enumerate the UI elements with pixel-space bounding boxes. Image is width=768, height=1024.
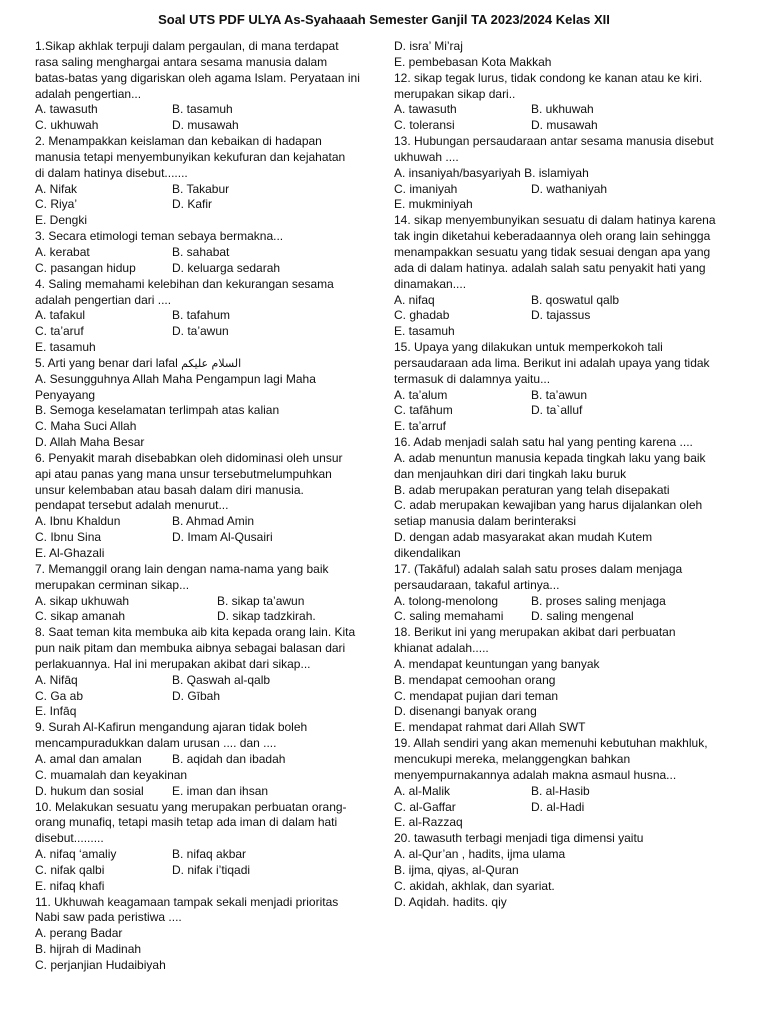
text-line: 11. Ukhuwah keagamaan tampak sekali menjadi prioritas — [35, 894, 339, 909]
option-item: B. tafahum — [172, 308, 231, 323]
option-item: B. Ahmad Amin — [172, 514, 255, 529]
text-line: C. Maha Suci Allah — [35, 419, 137, 434]
text-line: pendapat tersebut adalah menurut... — [35, 498, 229, 513]
text-line: B. hijrah di Madinah — [35, 942, 142, 957]
text-line: E. mendapat rahmat dari Allah SWT — [394, 720, 586, 735]
document-title: Soal UTS PDF ULYA As-Syahaaah Semester Ganjil TA 2023/2024 Kelas XII — [158, 12, 610, 27]
text-line: E. mukminiyah — [394, 197, 473, 212]
option-row — [394, 800, 740, 816]
text-line: A. insaniyah/basyariyah B. islamiyah — [394, 165, 589, 180]
text-line: mencukupi mereka, melanggengkan bahkan — [394, 751, 631, 766]
text-line: 9. Surah Al-Kafirun mengandung ajaran tidak boleh — [35, 720, 308, 735]
option-item: C. saling memahami — [394, 609, 504, 624]
option-row — [394, 784, 740, 800]
option-item: B. Takabur — [172, 181, 230, 196]
text-line: orang munafiq, tetapi masih tetap ada iman di dalam hati — [35, 815, 338, 830]
text-line: setiap manusia dalam berinteraksi — [394, 514, 577, 529]
text-line: pun naik pitam dan membuka aibnya sebagai balasan dari — [35, 641, 346, 656]
text-line: adalah pengertian... — [35, 86, 142, 101]
option-row — [35, 689, 385, 705]
option-item: C. ta’aruf — [35, 324, 84, 339]
text-line: ukhuwah .... — [394, 149, 459, 164]
arabic-phrase: السلام عليكم — [181, 356, 242, 370]
option-item: B. qoswatul qalb — [531, 292, 620, 307]
option-row — [35, 308, 385, 324]
option-item: D. sikap tadzkirah. — [217, 609, 316, 624]
text-line: 2. Menampakkan keislaman dan kebaikan di hadapan — [35, 134, 322, 149]
text-line — [35, 356, 385, 372]
text-line: unsur kelembaban atau basah dalam diri manusia. — [35, 482, 304, 497]
option-item: A. al-Malik — [394, 783, 451, 798]
text-line: C. akidah, akhlak, dan syariat. — [394, 878, 555, 893]
text-line: persaudaraan, takaful artinya... — [394, 577, 560, 592]
text-line: 17. (Takāful) adalah salah satu proses dalam menjaga — [394, 561, 683, 576]
option-row — [35, 197, 385, 213]
text-line: merupakan sikap dari.. — [394, 86, 516, 101]
option-row — [35, 752, 385, 768]
text-line: A. al-Qur’an , hadits, ijma ulama — [394, 847, 566, 862]
text-line: E. ta’arruf — [394, 419, 447, 434]
option-item: A. tafakul — [35, 308, 86, 323]
text-line: 16. Adab menjadi salah satu hal yang penting karena .... — [394, 435, 693, 450]
option-item: D. ta`alluf — [531, 403, 583, 418]
option-item: D. tajassus — [531, 308, 591, 323]
text-line: dan menjauhkan diri dari tingkah laku buruk — [394, 466, 627, 481]
text-line: C. adab merupakan kewajiban yang harus dijalankan oleh — [394, 498, 703, 513]
option-item: B. sahabat — [172, 244, 230, 259]
text-line: B. mendapat cemoohan orang — [394, 672, 556, 687]
option-item: C. toleransi — [394, 118, 455, 133]
option-item: D. saling mengenal — [531, 609, 634, 624]
option-row — [394, 102, 740, 118]
option-row — [394, 388, 740, 404]
option-item: C. al-Gaffar — [394, 799, 456, 814]
text-line: Penyayang — [35, 387, 96, 402]
option-item: D. keluarga sedarah — [172, 260, 281, 275]
option-item: C. sikap amanah — [35, 609, 126, 624]
text-line: adalah pengertian dari .... — [35, 292, 172, 307]
text-line: A. mendapat keuntungan yang banyak — [394, 656, 600, 671]
text-line: 4. Saling memahami kelebihan dan kekurangan sesama — [35, 276, 334, 291]
text-line: E. tasamuh — [35, 340, 96, 355]
text-line: termasuk di dalamnya yaitu... — [394, 371, 551, 386]
text-line: A. Sesungguhnya Allah Maha Pengampun lagi Maha — [35, 371, 316, 386]
text-line: merupakan cerminan sikap... — [35, 577, 190, 592]
text-line: tak ingin diketahui keberadaannya oleh orang lain sehingga — [394, 229, 711, 244]
text-line: E. al-Razzaq — [394, 815, 463, 830]
option-item: C. ghadab — [394, 308, 450, 323]
option-item: E. iman dan ihsan — [172, 783, 269, 798]
text-line: D. Allah Maha Besar — [35, 435, 145, 450]
text-line: 18. Berikut ini yang merupakan akibat dari perbuatan — [394, 625, 676, 640]
option-row — [394, 182, 740, 198]
text-line: ada di dalam hatinya. adalah salah satu penyakit hati yang — [394, 260, 706, 275]
text-line: 19. Allah sendiri yang akan memenuhi kebutuhan makhluk, — [394, 736, 708, 751]
text-line: api atau panas yang mana unsur tersebutmelumpuhkan — [35, 466, 332, 481]
option-row — [35, 609, 385, 625]
option-row — [35, 847, 385, 863]
text-line: D. disenangi banyak orang — [394, 704, 537, 719]
option-item: D. ta’awun — [172, 324, 229, 339]
option-item: C. pasangan hidup — [35, 260, 136, 275]
option-row — [394, 308, 740, 324]
option-item: B. al-Hasib — [531, 783, 590, 798]
option-item: B. Qaswah al-qalb — [172, 672, 271, 687]
text-line: A. perang Badar — [35, 926, 123, 941]
option-item: A. nifaq — [394, 292, 435, 307]
option-row — [394, 293, 740, 309]
option-row — [35, 530, 385, 546]
text-line: rasa saling menghargai antara sesama manusia dalam — [35, 54, 328, 69]
option-item: C. Riya’ — [35, 197, 78, 212]
option-item: C. tafāhum — [394, 403, 453, 418]
text-line: dikendalikan — [394, 546, 461, 560]
option-item: B. nifaq akbar — [172, 847, 247, 862]
option-item: A. tawasuth — [394, 102, 457, 117]
text-line: 10. Melakukan sesuatu yang merupakan perbuatan orang- — [35, 799, 347, 814]
text-line: D. Aqidah. hadits. qiy — [394, 894, 507, 909]
option-row — [35, 514, 385, 530]
option-item: A. ta’alum — [394, 387, 448, 402]
text-line: perlakuannya. Hal ini merupakan akibat dari sikap... — [35, 656, 311, 671]
text-line: E. Al-Ghazali — [35, 546, 105, 560]
option-item: D. Imam Al-Qusairi — [172, 530, 273, 545]
text-line: persaudaraan ada lima. Berikut ini adalah upaya yang tidak — [394, 355, 710, 370]
text-line: Nabi saw pada peristiwa .... — [35, 910, 182, 925]
text-line: 3. Secara etimologi teman sebaya bermakna... — [35, 229, 284, 244]
text-line: B. adab merupakan peraturan yang telah disepakati — [394, 482, 670, 497]
text-line: 1.Sikap akhlak terpuji dalam pergaulan, di mana terdapat — [35, 39, 339, 53]
text-line: E. nifaq khafi — [35, 878, 105, 893]
option-item: A. kerabat — [35, 244, 90, 259]
text-line: D. isra’ Mi’raj — [394, 39, 463, 53]
option-item: A. tawasuth — [35, 102, 98, 117]
text-line: disebut......... — [35, 831, 104, 846]
option-item: A. Nifak — [35, 181, 78, 196]
option-item: A. Nifāq — [35, 672, 78, 687]
option-item: A. tolong-menolong — [394, 593, 499, 608]
option-item: B. proses saling menjaga — [531, 593, 666, 608]
option-item: D. hukum dan sosial — [35, 783, 144, 798]
right-column — [394, 39, 740, 910]
text-line: C. muamalah dan keyakinan — [35, 767, 188, 782]
text-line: E. Dengki — [35, 213, 88, 228]
text-line: E. pembebasan Kota Makkah — [394, 54, 552, 69]
question-text: 5. Arti yang benar dari lafal — [35, 355, 178, 370]
text-line: 13. Hubungan persaudaraan antar sesama manusia disebut — [394, 134, 714, 149]
option-row — [35, 324, 385, 340]
text-line: B. ijma, qiyas, al-Quran — [394, 862, 519, 877]
option-item: D. musawah — [172, 118, 239, 133]
text-line: di dalam hatinya disebut....... — [35, 165, 188, 180]
option-item: A. nifaq ‘amaliy — [35, 847, 117, 862]
text-line: batas-batas yang digariskan oleh agama Islam. Peryataan ini — [35, 70, 360, 85]
option-item: C. ukhuwah — [35, 118, 99, 133]
option-row — [394, 118, 740, 134]
option-item: A. Ibnu Khaldun — [35, 514, 121, 529]
option-row — [35, 118, 385, 134]
option-row — [394, 403, 740, 419]
option-item: C. nifak qalbi — [35, 862, 105, 877]
option-item: B. ukhuwah — [531, 102, 594, 117]
text-line: 7. Memanggil orang lain dengan nama-nama yang baik — [35, 561, 329, 576]
option-item: D. nifak i’tiqadi — [172, 862, 251, 877]
text-line: menyempurnakannya adalah makna asmaul husna... — [394, 767, 677, 782]
text-line: D. dengan adab masyarakat akan mudah Kutem — [394, 530, 653, 545]
option-item: D. al-Hadi — [531, 799, 585, 814]
option-item: C. Ga ab — [35, 688, 84, 703]
text-line: khianat adalah..... — [394, 641, 489, 656]
option-item: A. sikap ukhuwah — [35, 593, 130, 608]
left-column — [35, 39, 385, 974]
text-line: menampakkan sesuatu yang tidak sesuai dengan apa yang — [394, 244, 711, 259]
text-line: dinamakan.... — [394, 276, 467, 291]
option-row — [35, 102, 385, 118]
option-item: C. Ibnu Sina — [35, 530, 102, 545]
option-row — [35, 182, 385, 198]
text-line: 14. sikap menyembunyikan sesuatu di dalam hatinya karena — [394, 213, 716, 228]
option-row — [35, 261, 385, 277]
text-line: C. perjanjian Hudaibiyah — [35, 957, 166, 972]
text-line: mencampuradukkan dalam urusan .... dan .... — [35, 736, 277, 751]
text-line: B. Semoga keselamatan terlimpah atas kalian — [35, 403, 280, 418]
text-line: E. tasamuh — [394, 324, 455, 339]
option-item: A. amal dan amalan — [35, 751, 142, 766]
option-row — [35, 784, 385, 800]
option-item: D. musawah — [531, 118, 598, 133]
text-line: C. mendapat pujian dari teman — [394, 688, 559, 703]
option-item: B. aqidah dan ibadah — [172, 751, 286, 766]
option-item: C. imaniyah — [394, 181, 458, 196]
option-row — [394, 594, 740, 610]
text-line: A. adab menuntun manusia kepada tingkah laku yang baik — [394, 450, 706, 465]
option-row — [394, 609, 740, 625]
option-item: D. Gībah — [172, 688, 221, 703]
option-row — [35, 673, 385, 689]
option-row — [35, 245, 385, 261]
option-item: B. tasamuh — [172, 102, 233, 117]
option-item: D. wathaniyah — [531, 181, 608, 196]
text-line: 12. sikap tegak lurus, tidak condong ke kanan atau ke kiri. — [394, 70, 703, 85]
text-line: 8. Saat teman kita membuka aib kita kepada orang lain. Kita — [35, 625, 356, 640]
text-line: 15. Upaya yang dilakukan untuk memperkokoh tali — [394, 340, 663, 355]
text-line: 20. tawasuth terbagi menjadi tiga dimensi yaitu — [394, 831, 644, 846]
option-row — [35, 863, 385, 879]
option-item: B. sikap ta’awun — [217, 593, 305, 608]
text-line: manusia tetapi menyembunyikan kekufuran dan kejahatan — [35, 149, 346, 164]
option-item: D. Kafir — [172, 197, 213, 212]
text-line: 6. Penyakit marah disebabkan oleh didominasi oleh unsur — [35, 450, 343, 465]
option-item: B. ta’awun — [531, 387, 588, 402]
text-line: E. Infāq — [35, 704, 77, 719]
option-row — [35, 594, 385, 610]
